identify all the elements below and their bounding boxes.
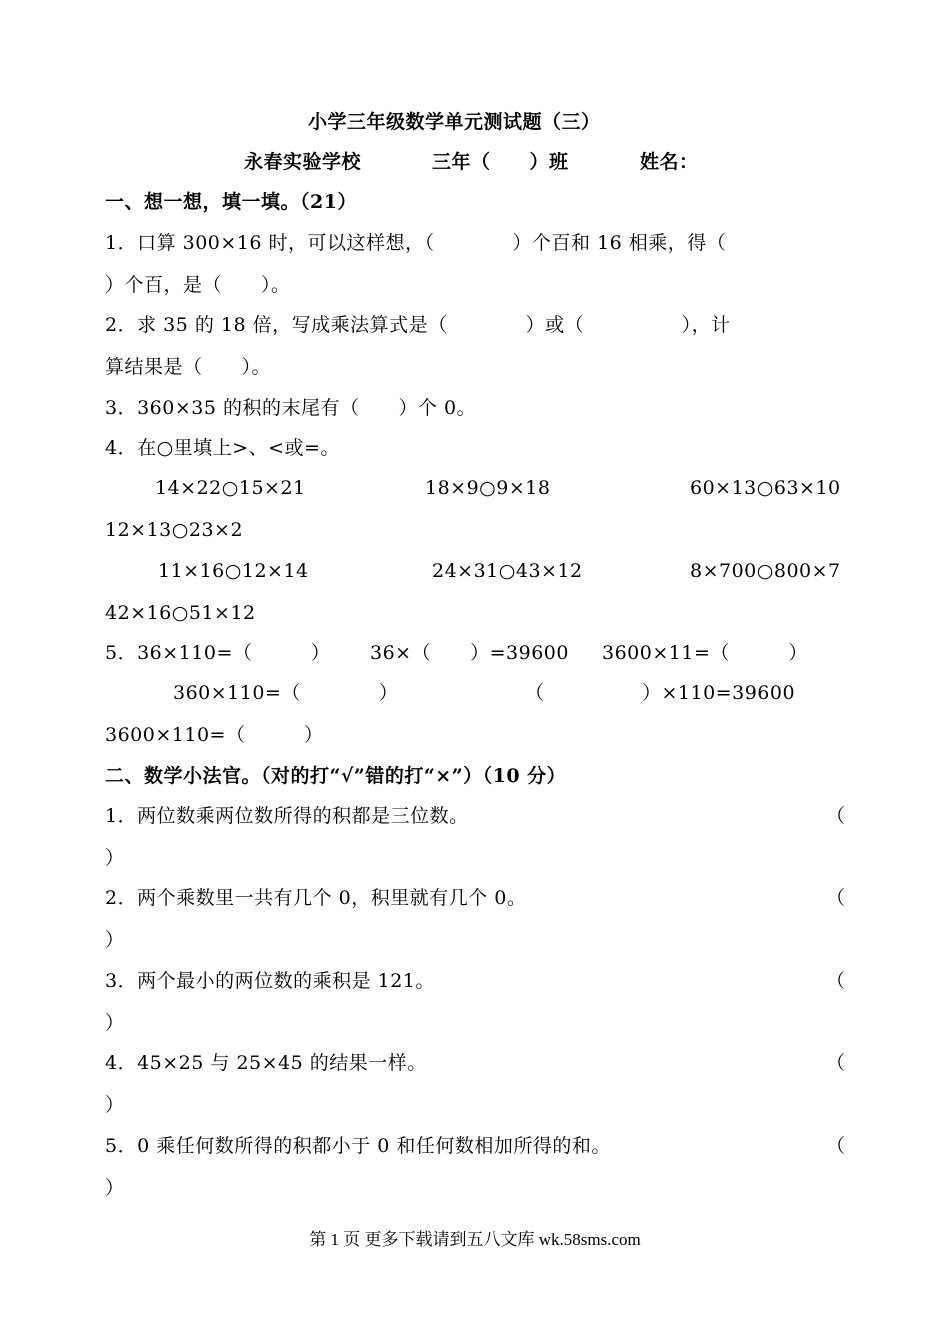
answer-close-paren: ） [105, 1177, 125, 1199]
question-5-item: 360×110=（ ） [173, 682, 399, 704]
compare-item: 8×700○800×7 [690, 560, 841, 582]
compare-item: 18×9○9×18 [425, 477, 551, 499]
answer-close-paren: ） [105, 1094, 125, 1116]
question-2-line-2: 算结果是（ ）。 [105, 356, 272, 378]
compare-item: 11×16○12×14 [158, 560, 309, 582]
compare-item: 12×13○23×2 [105, 519, 244, 541]
question-1-line-2: ）个百，是（ ）。 [105, 274, 291, 296]
question-4: 4．在○里填上>、<或=。 [105, 437, 340, 459]
question-5-item: 3600×11=（ ） [602, 642, 808, 664]
judge-item: 5．0 乘任何数所得的积都小于 0 和任何数相加所得的和。 [105, 1135, 611, 1157]
section1-heading: 一、想一想，填一填。（21） [105, 191, 357, 213]
answer-open-paren: （ [826, 887, 846, 909]
school-name: 永春实验学校 [244, 151, 362, 173]
page-footer: 第 1 页 更多下载请到五八文库 wk.58sms.com [309, 1230, 641, 1249]
answer-open-paren: （ [826, 1135, 846, 1157]
compare-item: 24×31○43×12 [432, 560, 583, 582]
question-1-line-1: 1．口算 300×16 时，可以这样想，（ ）个百和 16 相乘，得（ [105, 232, 727, 254]
answer-close-paren: ） [105, 847, 125, 869]
question-5-item: 3600×110=（ ） [105, 724, 324, 746]
question-5-item: （ ）×110=39600 [525, 682, 796, 704]
question-2-line-1: 2．求 35 的 18 倍，写成乘法算式是（ ）或（ ），计 [105, 314, 731, 336]
page-title: 小学三年级数学单元测试题（三） [308, 111, 601, 133]
judge-item: 4．45×25 与 25×45 的结果一样。 [105, 1052, 427, 1074]
answer-close-paren: ） [105, 929, 125, 951]
compare-item: 42×16○51×12 [105, 602, 256, 624]
answer-open-paren: （ [826, 1052, 846, 1074]
question-3: 3．360×35 的积的末尾有（ ）个 0。 [105, 397, 477, 419]
class-field: 三年（ ）班 [432, 151, 569, 173]
answer-close-paren: ） [105, 1012, 125, 1034]
answer-open-paren: （ [826, 805, 846, 827]
question-5-item: 36×（ ）=39600 [370, 642, 569, 664]
name-field: 姓名： [640, 151, 699, 173]
judge-item: 3．两个最小的两位数的乘积是 121。 [105, 970, 435, 992]
compare-item: 14×22○15×21 [155, 477, 306, 499]
judge-item: 2．两个乘数里一共有几个 0，积里就有几个 0。 [105, 887, 527, 909]
compare-item: 60×13○63×10 [690, 477, 841, 499]
answer-open-paren: （ [826, 970, 846, 992]
section2-heading: 二、数学小法官。（对的打“√”错的打“×”）（10 分） [105, 765, 567, 787]
judge-item: 1．两位数乘两位数所得的积都是三位数。 [105, 805, 469, 827]
question-5-item: 5．36×110=（ ） [105, 642, 331, 664]
